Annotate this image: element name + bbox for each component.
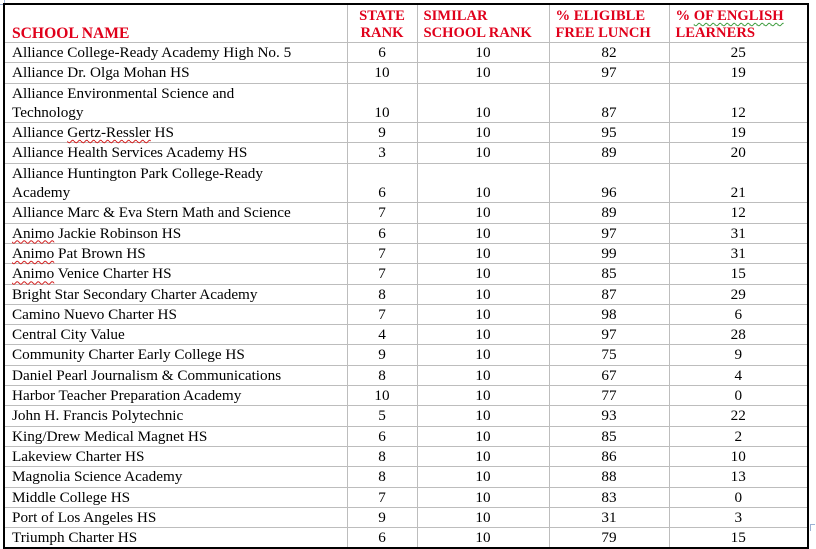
table-row bbox=[4, 83, 808, 123]
cell-english-learners: 31 bbox=[669, 243, 808, 263]
table-row bbox=[4, 143, 808, 163]
table-row bbox=[4, 203, 808, 223]
cell-state-rank: 6 bbox=[347, 163, 417, 203]
school-name: Alliance College-Ready Academy High No. 5 bbox=[12, 44, 292, 61]
cell-state-rank: 10 bbox=[347, 83, 417, 123]
cell-similar-school-rank: 10 bbox=[417, 467, 549, 487]
cell-school-name bbox=[4, 163, 347, 203]
cell-english-learners: 10 bbox=[669, 446, 808, 466]
table-row bbox=[4, 406, 808, 426]
table-row bbox=[4, 63, 808, 83]
cell-english-learners: 9 bbox=[669, 345, 808, 365]
table-row bbox=[4, 345, 808, 365]
cell-similar-school-rank: 10 bbox=[417, 63, 549, 83]
cell-school-name bbox=[4, 123, 347, 143]
cell-state-rank: 6 bbox=[347, 426, 417, 446]
header-row bbox=[4, 4, 808, 43]
cell-similar-school-rank: 10 bbox=[417, 507, 549, 527]
cell-state-rank: 6 bbox=[347, 223, 417, 243]
cell-free-lunch: 82 bbox=[549, 43, 669, 63]
school-name: HS bbox=[150, 124, 174, 142]
cell-free-lunch: 79 bbox=[549, 528, 669, 549]
header-label: FREE LUNCH bbox=[555, 25, 651, 41]
cell-school-name bbox=[4, 467, 347, 487]
cell-similar-school-rank: 10 bbox=[417, 345, 549, 365]
cell-english-learners: 22 bbox=[669, 406, 808, 426]
cell-similar-school-rank: 10 bbox=[417, 83, 549, 123]
cell-school-name bbox=[4, 243, 347, 263]
table-row bbox=[4, 426, 808, 446]
cell-free-lunch: 95 bbox=[549, 123, 669, 143]
header-school-name bbox=[4, 4, 347, 43]
school-name: Community Charter Early College HS bbox=[12, 346, 245, 364]
cell-english-learners: 0 bbox=[669, 487, 808, 507]
school-name: Harbor Teacher Preparation Academy bbox=[12, 387, 242, 405]
cell-similar-school-rank: 10 bbox=[417, 487, 549, 507]
cell-state-rank: 9 bbox=[347, 507, 417, 527]
school-name: Animo bbox=[12, 244, 55, 262]
cell-english-learners: 3 bbox=[669, 507, 808, 527]
cell-similar-school-rank: 10 bbox=[417, 43, 549, 63]
cell-free-lunch: 99 bbox=[549, 243, 669, 263]
school-name: Technology bbox=[12, 103, 84, 121]
school-name: Alliance Huntington Park College-Ready bbox=[12, 164, 263, 182]
header-english-learners bbox=[669, 4, 808, 43]
cell-school-name bbox=[4, 406, 347, 426]
cell-state-rank: 3 bbox=[347, 143, 417, 163]
cell-english-learners: 31 bbox=[669, 223, 808, 243]
school-name: Daniel Pearl Journalism & Communications bbox=[12, 366, 282, 384]
cell-similar-school-rank: 10 bbox=[417, 446, 549, 466]
cell-similar-school-rank: 10 bbox=[417, 406, 549, 426]
cell-english-learners: 19 bbox=[669, 123, 808, 143]
table-row bbox=[4, 284, 808, 304]
cell-english-learners: 0 bbox=[669, 386, 808, 406]
cell-similar-school-rank: 10 bbox=[417, 528, 549, 549]
cell-similar-school-rank: 10 bbox=[417, 203, 549, 223]
header-label: LEARNERS bbox=[675, 25, 755, 41]
cell-state-rank: 8 bbox=[347, 446, 417, 466]
cell-free-lunch: 87 bbox=[549, 284, 669, 304]
school-name: Alliance bbox=[12, 124, 68, 142]
school-name: Gertz-Ressler bbox=[67, 124, 151, 142]
cell-school-name bbox=[4, 223, 347, 243]
school-name: Central City Value bbox=[12, 326, 125, 344]
cell-school-name bbox=[4, 143, 347, 163]
cell-free-lunch: 87 bbox=[549, 83, 669, 123]
header-label: RANK bbox=[360, 25, 404, 41]
cell-free-lunch: 67 bbox=[549, 365, 669, 385]
cell-state-rank: 5 bbox=[347, 406, 417, 426]
cell-state-rank: 6 bbox=[347, 43, 417, 63]
table-row bbox=[4, 163, 808, 203]
cell-english-learners: 13 bbox=[669, 467, 808, 487]
cell-free-lunch: 88 bbox=[549, 467, 669, 487]
cell-similar-school-rank: 10 bbox=[417, 365, 549, 385]
cell-state-rank: 4 bbox=[347, 325, 417, 345]
table-row bbox=[4, 123, 808, 143]
cell-english-learners: 6 bbox=[669, 304, 808, 324]
school-name: Animo bbox=[12, 265, 55, 283]
school-name: Middle College HS bbox=[12, 488, 131, 506]
school-name: Jackie Robinson HS bbox=[54, 224, 182, 242]
cell-english-learners: 15 bbox=[669, 528, 808, 549]
school-name: Lakeview Charter HS bbox=[12, 447, 145, 465]
cell-similar-school-rank: 10 bbox=[417, 325, 549, 345]
cell-free-lunch: 98 bbox=[549, 304, 669, 324]
cell-similar-school-rank: 10 bbox=[417, 264, 549, 284]
cell-state-rank: 7 bbox=[347, 203, 417, 223]
cell-free-lunch: 93 bbox=[549, 406, 669, 426]
cell-free-lunch: 85 bbox=[549, 264, 669, 284]
cell-free-lunch: 97 bbox=[549, 325, 669, 345]
header-label: % bbox=[675, 8, 694, 24]
cell-school-name bbox=[4, 325, 347, 345]
table-row bbox=[4, 264, 808, 284]
cell-free-lunch: 96 bbox=[549, 163, 669, 203]
table-row bbox=[4, 365, 808, 385]
school-name: Animo bbox=[12, 224, 55, 242]
cell-similar-school-rank: 10 bbox=[417, 143, 549, 163]
cell-english-learners: 15 bbox=[669, 264, 808, 284]
cell-similar-school-rank: 10 bbox=[417, 223, 549, 243]
header-label: SCHOOL NAME bbox=[12, 25, 130, 42]
school-name: John H. Francis Polytechnic bbox=[12, 407, 184, 425]
school-name: Camino Nuevo Charter HS bbox=[12, 305, 177, 323]
cell-free-lunch: 77 bbox=[549, 386, 669, 406]
cell-state-rank: 7 bbox=[347, 264, 417, 284]
table-row bbox=[4, 43, 808, 63]
cell-free-lunch: 89 bbox=[549, 203, 669, 223]
school-name: Port of Los Angeles HS bbox=[12, 508, 157, 526]
cell-school-name bbox=[4, 365, 347, 385]
cell-state-rank: 8 bbox=[347, 467, 417, 487]
cell-english-learners: 19 bbox=[669, 63, 808, 83]
cell-free-lunch: 89 bbox=[549, 143, 669, 163]
cell-english-learners: 28 bbox=[669, 325, 808, 345]
table-row bbox=[4, 467, 808, 487]
cell-state-rank: 7 bbox=[347, 304, 417, 324]
cell-school-name bbox=[4, 386, 347, 406]
cell-similar-school-rank: 10 bbox=[417, 163, 549, 203]
cell-state-rank: 7 bbox=[347, 243, 417, 263]
cell-similar-school-rank: 10 bbox=[417, 304, 549, 324]
cell-english-learners: 4 bbox=[669, 365, 808, 385]
table-row bbox=[4, 325, 808, 345]
cell-free-lunch: 83 bbox=[549, 487, 669, 507]
cell-state-rank: 8 bbox=[347, 284, 417, 304]
cell-state-rank: 9 bbox=[347, 123, 417, 143]
cell-free-lunch: 97 bbox=[549, 223, 669, 243]
school-name: Academy bbox=[12, 184, 71, 202]
cell-english-learners: 2 bbox=[669, 426, 808, 446]
text-boundary-marker bbox=[810, 524, 815, 531]
header-label: STATE bbox=[359, 8, 405, 24]
cell-school-name bbox=[4, 43, 347, 63]
cell-free-lunch: 85 bbox=[549, 426, 669, 446]
cell-school-name bbox=[4, 426, 347, 446]
cell-school-name bbox=[4, 284, 347, 304]
cell-similar-school-rank: 10 bbox=[417, 426, 549, 446]
cell-state-rank: 8 bbox=[347, 365, 417, 385]
header-state-rank bbox=[347, 4, 417, 43]
header-label: SCHOOL RANK bbox=[423, 25, 532, 41]
school-data-table bbox=[3, 3, 809, 549]
school-name: Alliance Marc & Eva Stern Math and Science bbox=[12, 204, 291, 222]
header-free-lunch bbox=[549, 4, 669, 43]
school-name: Triumph Charter HS bbox=[12, 529, 138, 547]
cell-english-learners: 29 bbox=[669, 284, 808, 304]
cell-similar-school-rank: 10 bbox=[417, 386, 549, 406]
header-label: % ELIGIBLE bbox=[555, 8, 646, 24]
cell-free-lunch: 86 bbox=[549, 446, 669, 466]
cell-state-rank: 9 bbox=[347, 345, 417, 365]
cell-english-learners: 21 bbox=[669, 163, 808, 203]
cell-english-learners: 20 bbox=[669, 143, 808, 163]
cell-school-name bbox=[4, 487, 347, 507]
cell-similar-school-rank: 10 bbox=[417, 284, 549, 304]
cell-similar-school-rank: 10 bbox=[417, 243, 549, 263]
table-row bbox=[4, 507, 808, 527]
cell-english-learners: 12 bbox=[669, 203, 808, 223]
school-name: Venice Charter HS bbox=[54, 265, 172, 283]
cell-school-name bbox=[4, 63, 347, 83]
table-row bbox=[4, 446, 808, 466]
cell-english-learners: 12 bbox=[669, 83, 808, 123]
cell-school-name bbox=[4, 345, 347, 365]
table-row bbox=[4, 243, 808, 263]
cell-english-learners: 25 bbox=[669, 43, 808, 63]
cell-free-lunch: 97 bbox=[549, 63, 669, 83]
school-name: Alliance Environmental Science and bbox=[12, 84, 235, 102]
school-name: Alliance Health Services Academy HS bbox=[12, 144, 248, 162]
table-row bbox=[4, 386, 808, 406]
cell-free-lunch: 75 bbox=[549, 345, 669, 365]
cell-state-rank: 7 bbox=[347, 487, 417, 507]
cell-school-name bbox=[4, 507, 347, 527]
cell-free-lunch: 31 bbox=[549, 507, 669, 527]
table-row bbox=[4, 487, 808, 507]
school-name: Magnolia Science Academy bbox=[12, 468, 183, 486]
cell-school-name bbox=[4, 264, 347, 284]
cell-school-name bbox=[4, 446, 347, 466]
table-row bbox=[4, 223, 808, 243]
cell-state-rank: 6 bbox=[347, 528, 417, 549]
cell-similar-school-rank: 10 bbox=[417, 123, 549, 143]
cell-school-name bbox=[4, 83, 347, 123]
cell-state-rank: 10 bbox=[347, 63, 417, 83]
header-label: OF ENGLISH bbox=[693, 8, 784, 24]
school-name: King/Drew Medical Magnet HS bbox=[12, 427, 208, 445]
school-name: Bright Star Secondary Charter Academy bbox=[12, 285, 258, 303]
school-name: Alliance Dr. Olga Mohan HS bbox=[12, 64, 190, 82]
header-similar-school-rank bbox=[417, 4, 549, 43]
cell-school-name bbox=[4, 304, 347, 324]
cell-state-rank: 10 bbox=[347, 386, 417, 406]
table-row bbox=[4, 304, 808, 324]
cell-school-name bbox=[4, 203, 347, 223]
header-label: SIMILAR bbox=[423, 8, 488, 24]
school-name: Pat Brown HS bbox=[54, 244, 146, 262]
